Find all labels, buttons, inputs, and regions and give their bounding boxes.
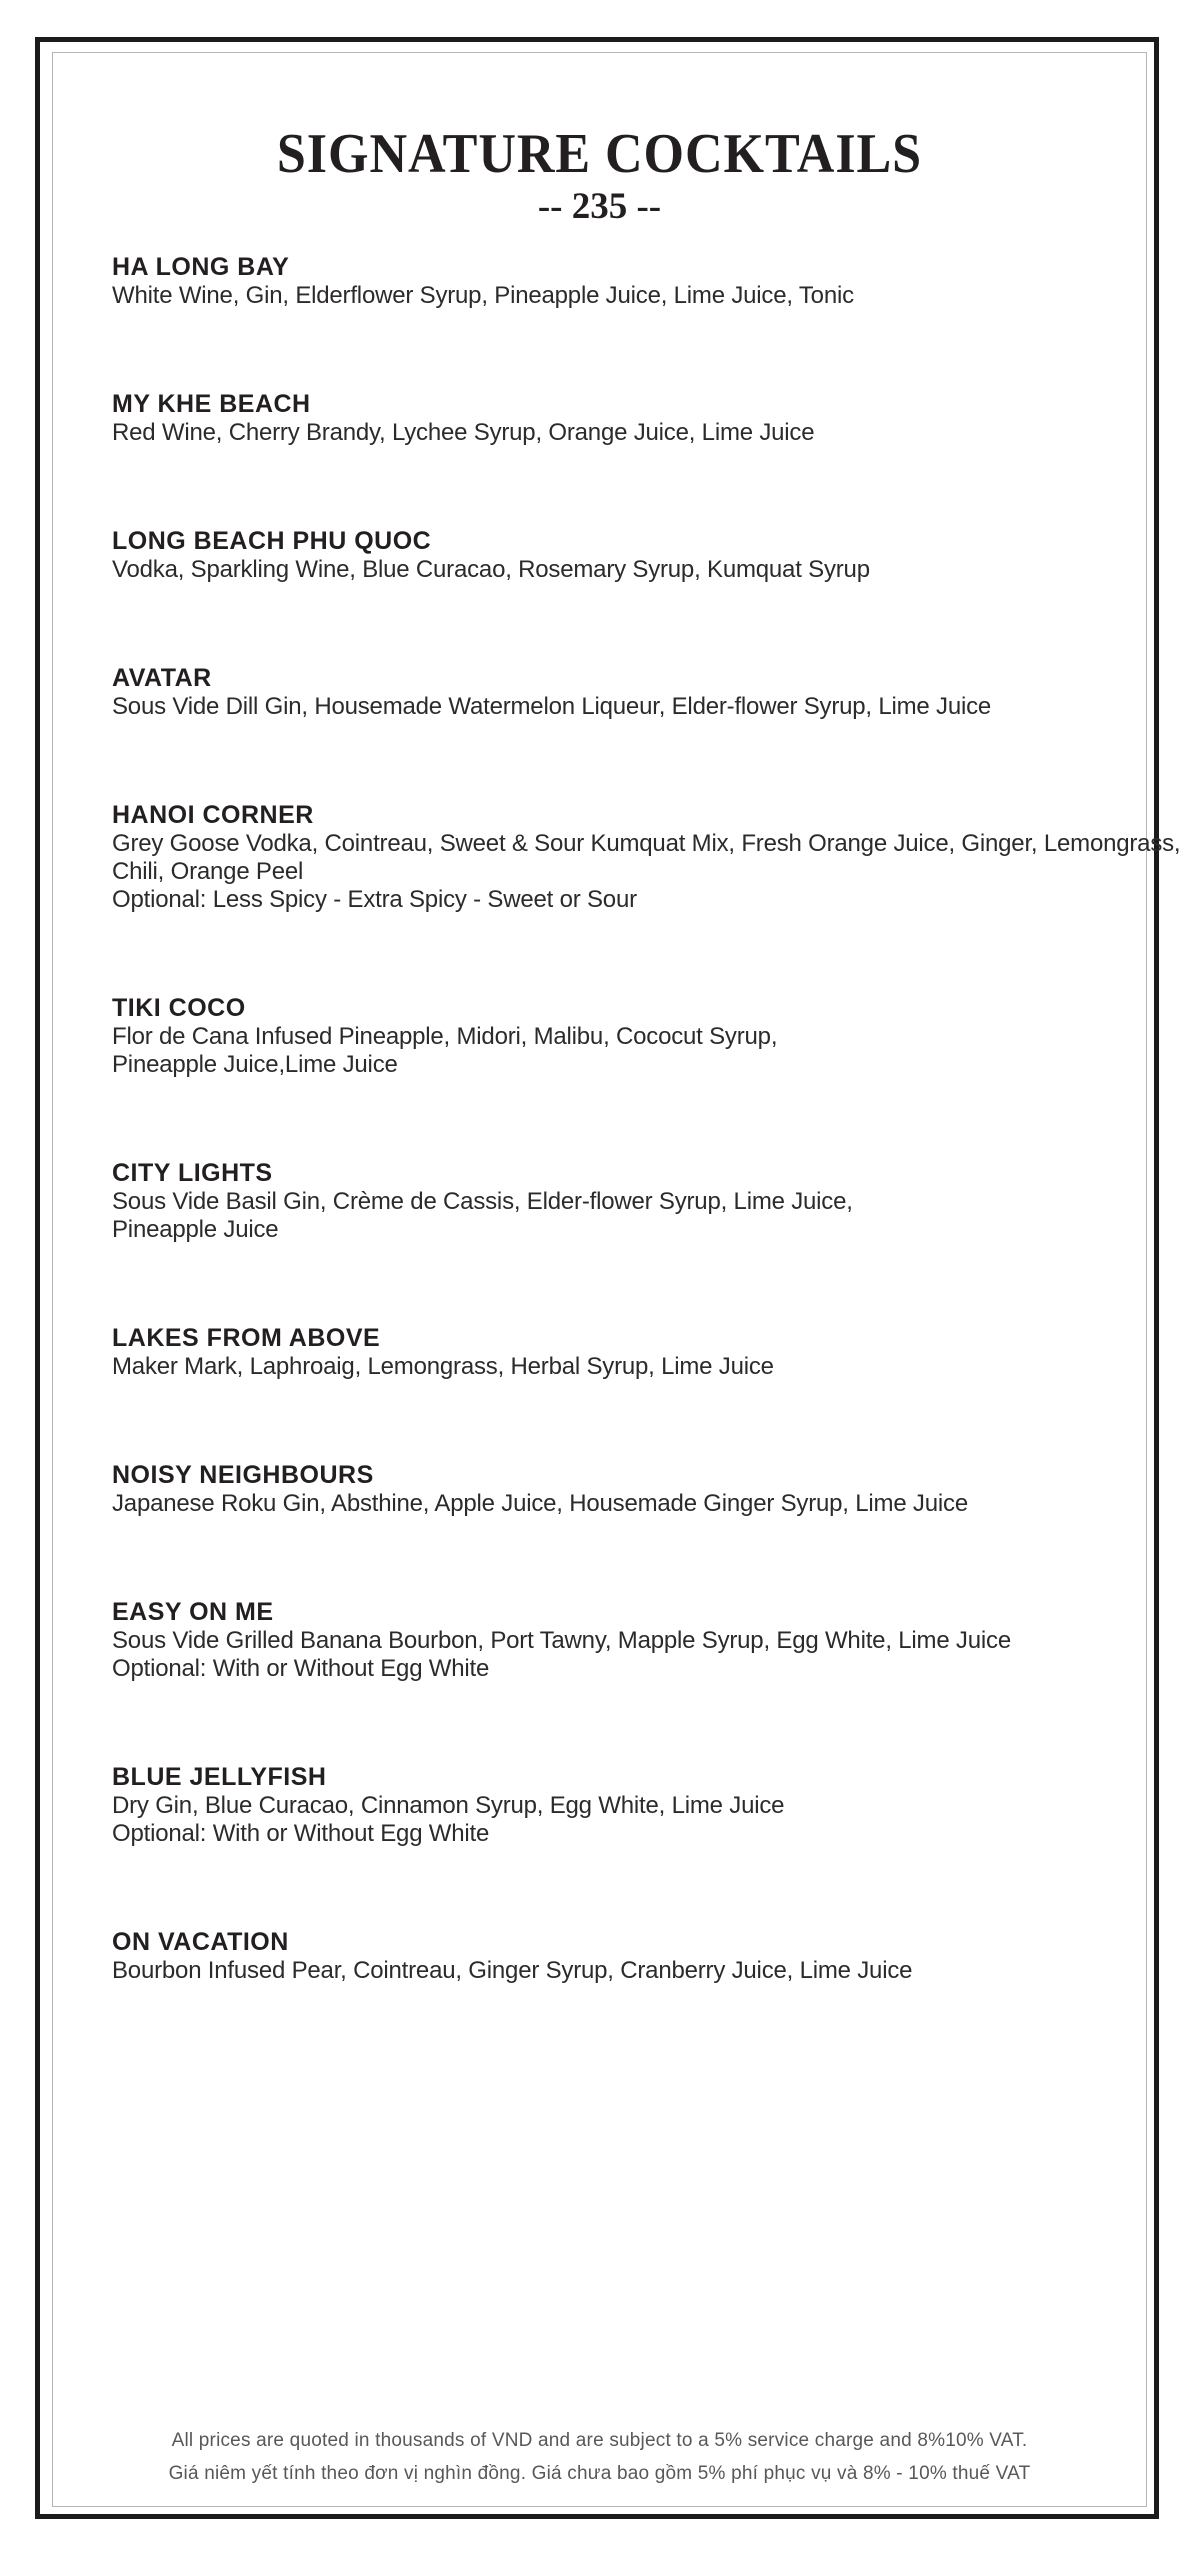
item-description-line: Sous Vide Dill Gin, Housemade Watermelon Liqueur, Elder-flower Syrup, Lime Juice <box>112 693 992 720</box>
item-name: EASY ON ME <box>112 1598 274 1626</box>
item-description-line: Vodka, Sparkling Wine, Blue Curacao, Rosemary Syrup, Kumquat Syrup <box>112 556 870 583</box>
menu-item <box>112 993 1127 1079</box>
item-description-line: Maker Mark, Laphroaig, Lemongrass, Herbal Syrup, Lime Juice <box>112 1353 774 1380</box>
item-description-line: Pineapple Juice,Lime Juice <box>112 1051 398 1078</box>
menu-item <box>112 1762 1127 1848</box>
menu-item <box>112 1158 1127 1244</box>
item-name: HANOI CORNER <box>112 801 314 829</box>
menu-item <box>112 1323 1127 1381</box>
menu-item <box>112 526 1127 584</box>
menu-item <box>112 252 1127 310</box>
footer-note-en: All prices are quoted in thousands of VND and are subject to a 5% service charge and 8%10% VAT. <box>171 2430 1028 2451</box>
menu-item <box>112 1597 1127 1683</box>
menu-item <box>112 1460 1127 1518</box>
item-description-line: Bourbon Infused Pear, Cointreau, Ginger Syrup, Cranberry Juice, Lime Juice <box>112 1957 913 1984</box>
item-description-line: Chili, Orange Peel <box>112 858 304 885</box>
menu-item <box>112 663 1127 721</box>
menu-item <box>112 1927 1127 1985</box>
item-description-line: Japanese Roku Gin, Absthine, Apple Juice, Housemade Ginger Syrup, Lime Juice <box>112 1490 968 1517</box>
item-description-line: Dry Gin, Blue Curacao, Cinnamon Syrup, Egg White, Lime Juice <box>112 1792 785 1819</box>
item-description-line: Grey Goose Vodka, Cointreau, Sweet & Sour Kumquat Mix, Fresh Orange Juice, Ginger, Lemongrass, <box>112 830 1181 857</box>
item-name: BLUE JELLYFISH <box>112 1763 327 1791</box>
page-title: SIGNATURE COCKTAILS <box>276 123 923 185</box>
item-description-line: Flor de Cana Infused Pineapple, Midori, Malibu, Cococut Syrup, <box>112 1023 778 1050</box>
item-description-line: Optional: Less Spicy - Extra Spicy - Sweet or Sour <box>112 886 637 913</box>
item-name: ON VACATION <box>112 1928 289 1956</box>
item-description-line: Pineapple Juice <box>112 1216 279 1243</box>
item-description-line: Optional: With or Without Egg White <box>112 1655 490 1682</box>
item-name: MY KHE BEACH <box>112 390 311 418</box>
item-description-line: White Wine, Gin, Elderflower Syrup, Pineapple Juice, Lime Juice, Tonic <box>112 282 854 309</box>
menu-item <box>112 389 1127 447</box>
item-description-line: Sous Vide Grilled Banana Bourbon, Port Tawny, Mapple Syrup, Egg White, Lime Juice <box>112 1627 1011 1654</box>
item-name: CITY LIGHTS <box>112 1159 273 1187</box>
item-description-line: Red Wine, Cherry Brandy, Lychee Syrup, Orange Juice, Lime Juice <box>112 419 815 446</box>
menu-items <box>52 252 1181 1985</box>
item-description-line: Optional: With or Without Egg White <box>112 1820 490 1847</box>
menu-content <box>52 52 1181 2507</box>
item-name: TIKI COCO <box>112 994 246 1022</box>
item-name: HA LONG BAY <box>112 253 290 281</box>
item-name: LONG BEACH PHU QUOC <box>112 527 432 555</box>
price-badge: -- 235 -- <box>537 186 662 227</box>
item-name: LAKES FROM ABOVE <box>112 1324 381 1352</box>
menu-item <box>112 800 1181 914</box>
item-name: NOISY NEIGHBOURS <box>112 1461 374 1489</box>
item-description-line: Sous Vide Basil Gin, Crème de Cassis, Elder-flower Syrup, Lime Juice, <box>112 1188 853 1215</box>
footer-note <box>52 2424 1147 2490</box>
item-name: AVATAR <box>112 664 212 692</box>
footer-note-vi: Giá niêm yết tính theo đơn vị nghìn đồng. Giá chưa bao gồm 5% phí phục vụ và 8% - 10% thuế VAT <box>168 2463 1031 2484</box>
